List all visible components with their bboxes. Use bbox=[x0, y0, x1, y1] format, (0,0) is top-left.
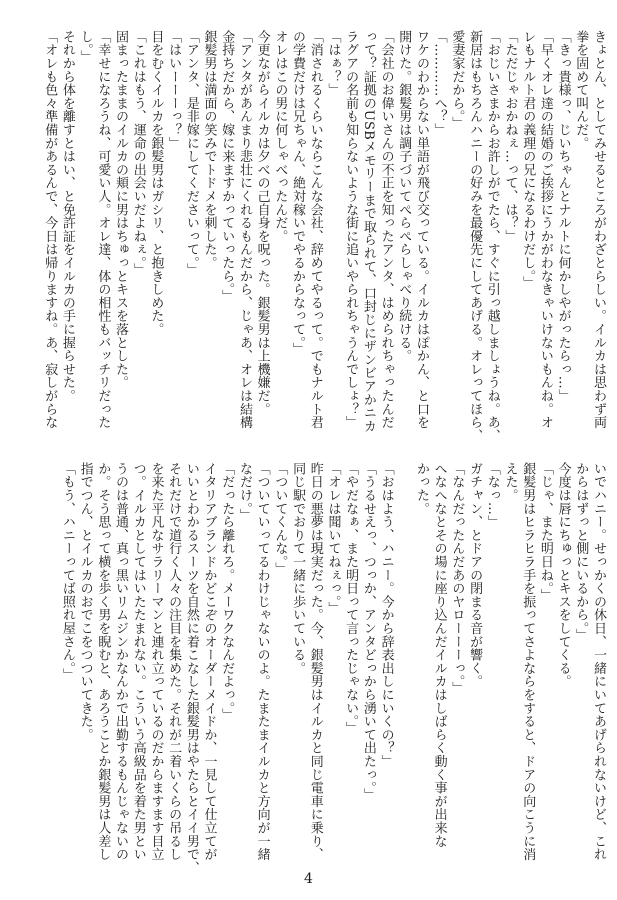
text-line: 「やだなぁ、また明日って言ったじゃない。」 bbox=[343, 462, 359, 735]
text-line: 「だったら離れろ。メーワクなんだよっ。」 bbox=[219, 462, 235, 722]
text-line: 金持ちだから、嫁に来ますかっていったら。」 bbox=[219, 30, 235, 303]
text-line: イタリアブランドかどこぞのオーダーメイドか、一見して仕立てが bbox=[201, 462, 217, 861]
text-line: 今度は唇にちゅっとキスをしてくる。 bbox=[555, 462, 571, 689]
text-line: 「ついてくんな。」 bbox=[272, 462, 288, 576]
page-number: 4 bbox=[304, 871, 313, 887]
text-line: 「早くオレ達の結婚のご挨拶にうかがわなきゃいけないもんね。オ bbox=[537, 30, 553, 429]
text-line: それだけで道行く人々の注目を集めた。それが二着いくらの吊るし bbox=[166, 462, 182, 861]
text-line: それから体を離すとはい、と免許証をイルカの手に握らせた。 bbox=[59, 30, 75, 403]
text-line: 銀髪男はヒラヒラ手を振ってさよならをすると、ドアの向こうに消 bbox=[520, 462, 536, 861]
text-line: 「きっ貴様っ、じいちゃんとナルトに何かしやがったらっ…」 bbox=[555, 30, 571, 403]
text-line: 「幸せになろうね、可愛い人。オレ達、体の相性もバッチリだった bbox=[95, 30, 111, 429]
text-line: 開けた。銀髪男は調子づいてぺらぺらしゃべり続ける。 bbox=[396, 30, 412, 363]
text-line: 「会社のお偉いさんの不正を知ったアンタ、はめられちゃったんだ bbox=[378, 30, 394, 429]
upper-text-block bbox=[41, 30, 608, 443]
text-line: って？証拠のUSBメモリーまで取られて、口封じにザンビアかニカ bbox=[360, 30, 376, 433]
text-line: の学費だけは兄ちゃん、絶対稼いでやるからなって。」 bbox=[290, 30, 306, 356]
text-line: 「はぁ？」 bbox=[325, 30, 341, 97]
text-line: 「アンタ、是非嫁にしてくださいって。」 bbox=[183, 30, 199, 277]
text-line: 「おはよう、ハニー。今から辞表出しにいくの？」 bbox=[378, 462, 394, 768]
text-line: 指でつん、とイルカのおでこをつついてきた。 bbox=[77, 462, 93, 742]
text-line: つ。イルカとしてはいたたまれない。こういう高級品を着た男とい bbox=[130, 462, 146, 861]
text-line: かった。 bbox=[413, 462, 429, 516]
text-line: へなへなとその場に座り込んだイルカはしばらく動く事が出来な bbox=[431, 462, 447, 848]
text-line: 愛妻家だから。」 bbox=[449, 30, 465, 130]
text-line: 銀髪男は満面の笑みでトドメを刺した。 bbox=[201, 30, 217, 270]
text-line: 目をむくイルカを銀髪男はガシリ、と抱きしめた。 bbox=[148, 30, 164, 336]
text-line: 「…………へ？」 bbox=[431, 30, 447, 137]
text-line: し。」 bbox=[77, 30, 93, 64]
text-line: 「はいーーーっ？」 bbox=[166, 30, 182, 150]
text-line: レもナルト君の義理の兄になるわけだし。」 bbox=[520, 30, 536, 290]
text-line: 「消されるくらいならこんな会社、辞めてやるって。でもナルト君 bbox=[307, 30, 323, 429]
lower-text-block bbox=[58, 462, 607, 875]
text-line: なだけ。」 bbox=[236, 462, 252, 522]
text-line: 拳を固めて叫んだ。 bbox=[573, 30, 589, 150]
text-line: 今更ながらイルカは夕べの己自身を呪った。銀髪男は上機嫌だ。 bbox=[254, 30, 270, 416]
text-line: 昨日の悪夢は現実だった。今、銀髪男はイルカと同じ電車に乗り、 bbox=[307, 462, 323, 861]
text-line: ラグアの名前も知らないような街に追いやられちゃうんでしょ？」 bbox=[343, 30, 359, 429]
text-line: 「おじいさまからお許しがでたら、すぐに引っ越しましょうね。あ、 bbox=[484, 30, 500, 443]
text-line: いいとわかるスーツを自然に着こなした銀髪男はやたらとイイ男で、 bbox=[183, 462, 199, 875]
text-line: 同じ駅でおりて一緒に歩いている。 bbox=[290, 462, 306, 675]
text-line: 「オレも色々準備があるんで、今日は帰りますね。あ、寂しがらな bbox=[42, 30, 58, 429]
text-line: 固まったままのイルカの頬に男はちゅっとキスを落とした。 bbox=[113, 30, 129, 390]
text-line: 「ただじゃおかねぇ…って、は？」 bbox=[502, 30, 518, 243]
text-line: 「なんだったんだあのヤローーーっ。」 bbox=[449, 462, 465, 695]
text-line: えた。 bbox=[502, 462, 518, 502]
scene-break bbox=[395, 462, 413, 864]
text-line: 「アンタがあんまり悲壮にくれるもんだから、じゃあ、オレは結構 bbox=[236, 30, 252, 429]
text-line: か。そう思って横を歩く男を睨むと、あろうことか銀髪男は人差し bbox=[95, 462, 111, 861]
text-line: きょとん、としてみせるところがわざとらしい。イルカは思わず両 bbox=[591, 30, 606, 429]
text-line: を来た平凡なサラリーマンと連れ立っているのだからますます目立 bbox=[148, 462, 164, 861]
text-line: 「じゃ、また明日ね。」 bbox=[537, 462, 553, 602]
text-line: 「オレは聞いてねぇっ。」 bbox=[325, 462, 341, 616]
text-line: からはずっと側にいるから。」 bbox=[573, 462, 589, 642]
text-line: 新居はもちろんハニーの好みを最優先にしてあげる。オレってほら、 bbox=[467, 30, 483, 443]
text-line: 「ついていってるわけじゃないのよ。たまたまイルカと方向が一緒 bbox=[254, 462, 270, 861]
text-line: 「うるせえっ、つっか、アンタどっから湧いて出たっ。」 bbox=[360, 462, 376, 802]
text-line: うのは普通、真っ黒いリムジンかなんかで出勤するもんじゃないの bbox=[113, 462, 129, 861]
text-line: 「もう、ハニーってば照れ屋さん。」 bbox=[59, 462, 75, 682]
text-line: いでハニー。せっかくの休日、一緒にいてあげられないけど、これ bbox=[591, 462, 606, 861]
text-line: オレはこの男に何しゃべったんだ。 bbox=[272, 30, 288, 243]
text-line: 「これはもう、運命の出会いだよねぇ。」 bbox=[130, 30, 146, 277]
text-line: 「なっ…」 bbox=[484, 462, 500, 529]
text-line: ワケのわからない単語が飛び交っている。イルカはぽかん、と口を bbox=[413, 30, 429, 429]
text-line: ガチャン、とドアの閉まる音が響く。 bbox=[467, 462, 483, 689]
